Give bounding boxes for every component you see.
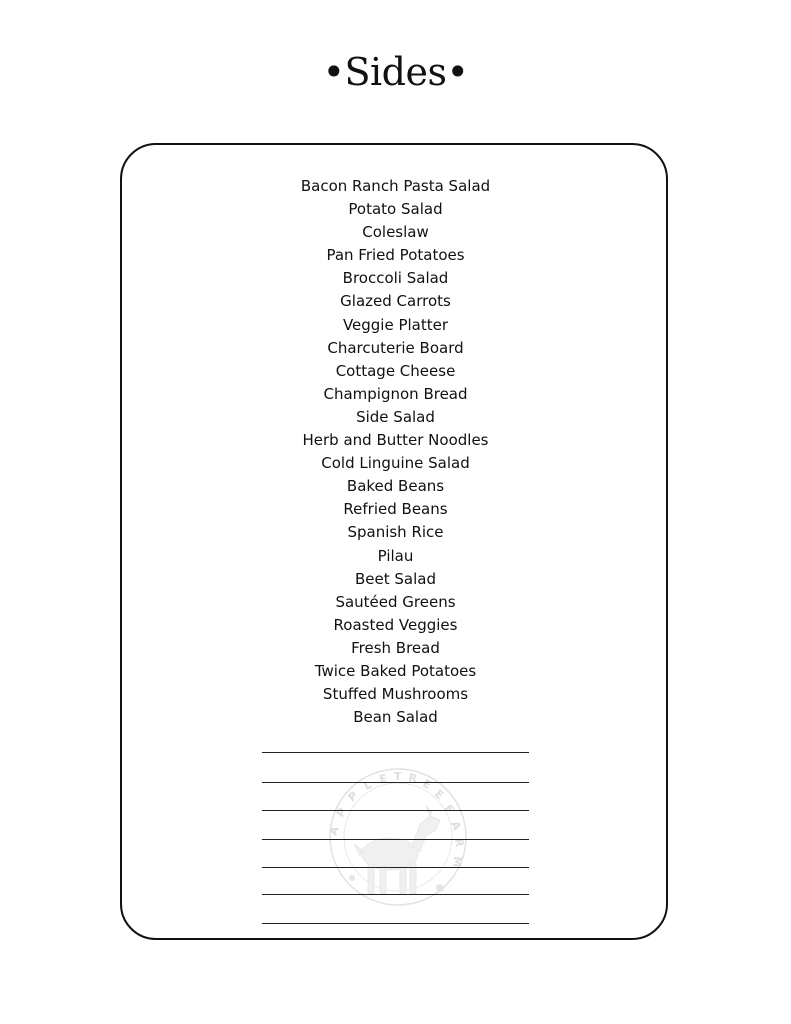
svg-text:E: E bbox=[432, 787, 447, 803]
svg-text:E: E bbox=[420, 776, 434, 792]
list-item: Sautéed Greens bbox=[335, 592, 456, 611]
list-item: Charcuterie Board bbox=[327, 338, 464, 357]
list-item: Bean Salad bbox=[353, 708, 438, 727]
svg-text:A: A bbox=[326, 824, 342, 838]
sides-list bbox=[0, 175, 791, 729]
list-item: Side Salad bbox=[356, 407, 435, 426]
list-item: Stuffed Mushrooms bbox=[322, 685, 469, 704]
svg-text:R: R bbox=[407, 771, 419, 786]
list-item: Veggie Platter bbox=[342, 315, 449, 334]
list-item: Twice Baked Potatoes bbox=[314, 661, 477, 680]
blank-writing-line bbox=[262, 782, 529, 783]
list-item: Champignon Bread bbox=[323, 384, 468, 403]
list-item: Glazed Carrots bbox=[340, 292, 451, 311]
svg-text:L: L bbox=[361, 777, 374, 793]
blank-writing-line bbox=[262, 839, 529, 840]
svg-text:M: M bbox=[450, 855, 464, 868]
list-item: Roasted Veggies bbox=[333, 615, 458, 634]
list-item: Bacon Ranch Pasta Salad bbox=[300, 177, 491, 195]
list-item: Cold Linguine Salad bbox=[321, 454, 470, 473]
blank-writing-line bbox=[262, 867, 529, 868]
blank-writing-line bbox=[262, 923, 529, 924]
svg-text:E: E bbox=[378, 771, 388, 786]
list-item: Broccoli Salad bbox=[342, 269, 449, 288]
list-item: Potato Salad bbox=[348, 200, 443, 219]
list-item: Herb and Butter Noodles bbox=[302, 431, 489, 450]
blank-writing-line bbox=[262, 752, 529, 753]
blank-writing-line bbox=[262, 894, 529, 895]
svg-text:R: R bbox=[452, 837, 467, 848]
list-item: Spanish Rice bbox=[347, 523, 444, 542]
page-title: •Sides• bbox=[322, 50, 469, 94]
list-item: Cottage Cheese bbox=[335, 361, 456, 380]
svg-text:F: F bbox=[441, 802, 457, 816]
list-item: Fresh Bread bbox=[351, 638, 440, 657]
blank-writing-line bbox=[262, 810, 529, 811]
list-item: Pilau bbox=[377, 546, 414, 565]
list-item: Beet Salad bbox=[355, 569, 436, 588]
list-item: Refried Beans bbox=[343, 500, 448, 519]
svg-text:T: T bbox=[394, 770, 402, 783]
list-item: Coleslaw bbox=[362, 223, 429, 242]
goat-farm-logo-icon bbox=[322, 766, 474, 908]
list-item: Baked Beans bbox=[346, 477, 445, 496]
list-item: Pan Fried Potatoes bbox=[326, 246, 465, 265]
svg-text:P: P bbox=[345, 789, 361, 805]
svg-text:P: P bbox=[333, 805, 350, 820]
svg-text:A: A bbox=[448, 819, 464, 833]
